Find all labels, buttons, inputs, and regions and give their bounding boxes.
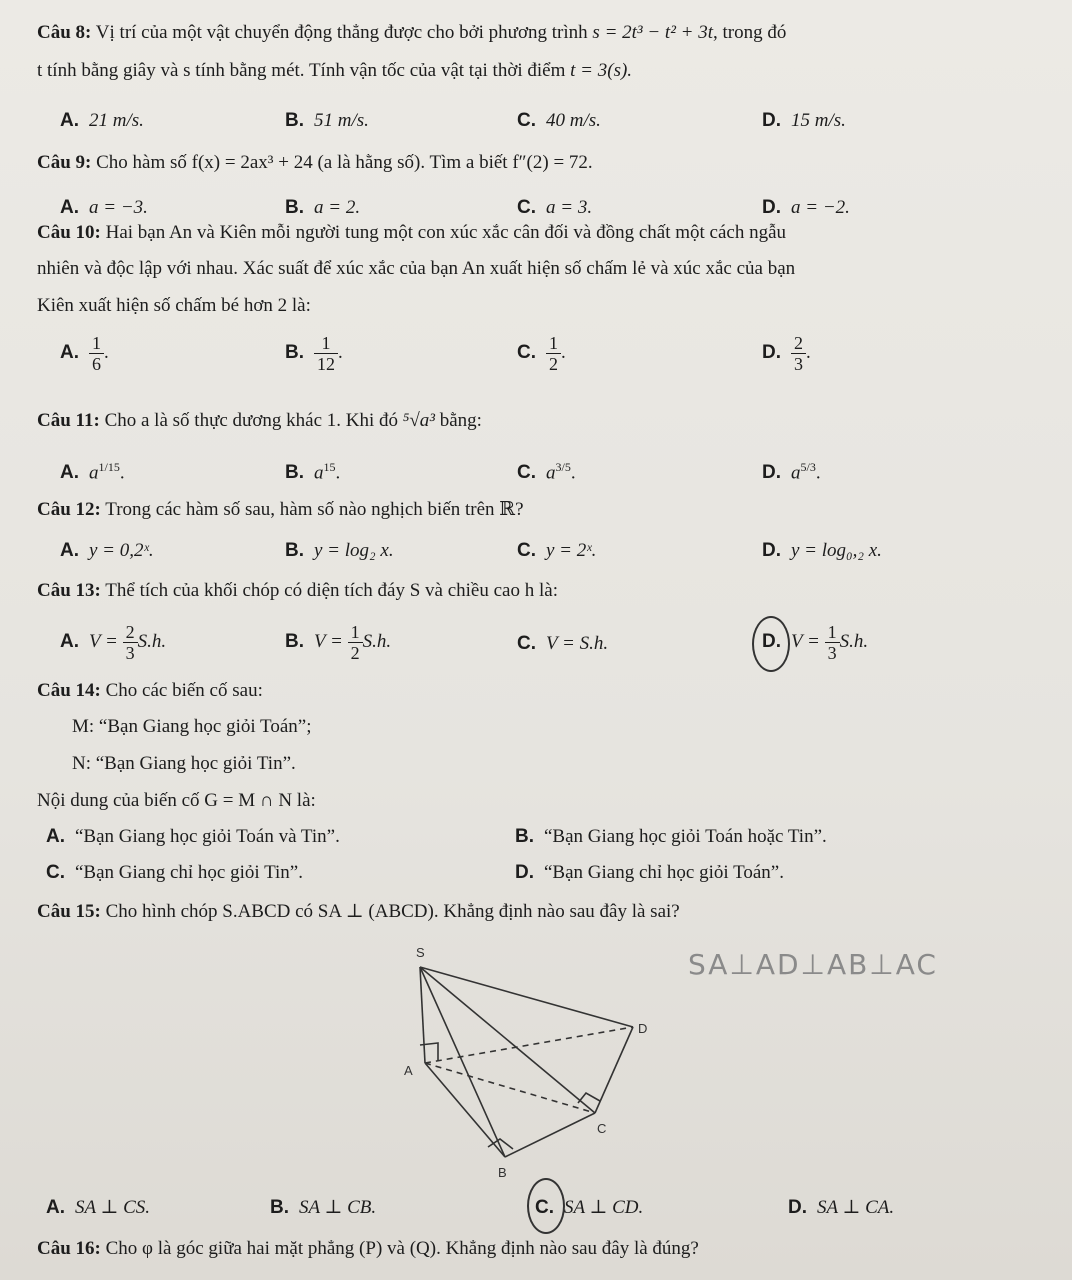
q16-text: Cho φ là góc giữa hai mặt phẳng (P) và (Q). Khẳng định nào sau đây là đúng? — [105, 1238, 699, 1259]
q11-line — [37, 410, 482, 432]
q9-option-c[interactable]: C. a = 3. — [517, 197, 593, 218]
q8-label: Câu 8: — [37, 22, 92, 43]
q11-option-b[interactable]: B. $a^{15}$. — [285, 460, 341, 484]
q12-line — [37, 498, 524, 521]
q14-event-m: M: “Bạn Giang học giỏi Toán”; — [72, 716, 312, 737]
q14-ask: Nội dung của biến cố G = M ∩ N là: — [37, 790, 316, 811]
q9-label: Câu 9: — [37, 152, 92, 173]
q10-text1: Hai bạn An và Kiên mỗi người tung một con xúc xắc cân đối và đồng chất một cách ngẫu — [105, 222, 787, 243]
q12-option-a[interactable]: A. y = 0,2ˣ. — [60, 540, 154, 561]
q14-text: Cho các biến cố sau: — [105, 680, 263, 701]
edge-ac — [425, 1063, 595, 1113]
q10-line3: Kiên xuất hiện số chấm bé hơn 2 là: — [37, 295, 311, 316]
q13-line — [37, 580, 558, 602]
q15-option-a[interactable]: A. SA ⊥ CS. — [46, 1197, 151, 1218]
q15-option-c[interactable]: C. SA ⊥ CD. — [535, 1197, 644, 1218]
q12-text: Trong các hàm số sau, hàm số nào nghịch biến trên ℝ? — [105, 499, 524, 520]
q15-handwritten-note: SA⊥AD⊥AB⊥AC — [688, 948, 938, 981]
q10-line1 — [37, 222, 786, 244]
q15-text: Cho hình chóp S.ABCD có SA ⊥ (ABCD). Khẳng định nào sau đây là sai? — [105, 901, 680, 922]
q8-text3: t tính bằng giây và s tính bằng mét. Tính vận tốc của vật tại thời điểm — [37, 60, 566, 81]
q10-line2: nhiên và độc lập với nhau. Xác suất để xúc xắc của bạn An xuất hiện số chấm lẻ và xúc xắc của bạn — [37, 258, 796, 279]
edge-cd — [595, 1027, 633, 1113]
q15-label: Câu 15: — [37, 901, 101, 922]
q12-option-c[interactable]: C. y = 2ˣ. — [517, 540, 597, 561]
q8-option-a[interactable]: A. 21 m/s. — [60, 110, 144, 131]
q10-option-d[interactable]: D. $\frac{2}{3}$ . — [762, 333, 811, 374]
q14-line — [37, 680, 263, 702]
q14-label: Câu 14: — [37, 680, 101, 701]
right-angle-a — [420, 1043, 438, 1061]
q14-option-b[interactable]: B. “Bạn Giang học giỏi Toán hoặc Tin”. — [515, 826, 827, 847]
q15-option-b[interactable]: B. SA ⊥ CB. — [270, 1197, 377, 1218]
q12-option-b[interactable]: B. y = log₂ x. — [285, 540, 394, 561]
label-a: A — [404, 1063, 413, 1078]
q8-option-c[interactable]: C. 40 m/s. — [517, 110, 601, 131]
q13-option-a[interactable]: A. V = $\frac{2}{3}$ S.h. — [60, 622, 167, 663]
edge-bc — [505, 1113, 595, 1157]
q8-time: t = 3(s). — [570, 60, 633, 81]
edge-sc — [420, 967, 595, 1113]
q11-option-c[interactable]: C. $a^{3/5}$. — [517, 460, 576, 484]
q11-text2: bằng: — [439, 410, 482, 431]
q9-line — [37, 152, 593, 174]
q14-option-c[interactable]: C. “Bạn Giang chỉ học giỏi Tin”. — [46, 862, 303, 883]
q15-option-d[interactable]: D. SA ⊥ CA. — [788, 1197, 895, 1218]
q9-option-d[interactable]: D. a = −2. — [762, 197, 850, 218]
q12-option-d[interactable]: D. y = log₀,₂ x. — [762, 540, 882, 561]
q10-option-b[interactable]: B. $\frac{1}{12}$ . — [285, 333, 343, 374]
q13-label: Câu 13: — [37, 580, 101, 601]
label-b: B — [498, 1165, 507, 1180]
q14-option-d[interactable]: D. “Bạn Giang chỉ học giỏi Toán”. — [515, 862, 784, 883]
q9-option-b[interactable]: B. a = 2. — [285, 197, 361, 218]
q8-option-d[interactable]: D. 15 m/s. — [762, 110, 846, 131]
q11-text1: Cho a là số thực dương khác 1. Khi đó — [104, 410, 399, 431]
edge-sb — [420, 967, 505, 1157]
label-c: C — [597, 1121, 607, 1136]
pyramid-diagram — [380, 935, 680, 1185]
q13-option-b[interactable]: B. V = $\frac{1}{2}$ S.h. — [285, 622, 392, 663]
edge-sa — [420, 967, 425, 1063]
q8-equation: s = 2t³ − t² + 3t — [592, 22, 714, 43]
q15-line — [37, 900, 680, 923]
q12-label: Câu 12: — [37, 499, 101, 520]
answer-circle-q13 — [752, 616, 790, 672]
label-s: S — [416, 945, 425, 960]
q14-option-a[interactable]: A. “Bạn Giang học giỏi Toán và Tin”. — [46, 826, 340, 847]
q13-text: Thể tích của khối chóp có diện tích đáy S và chiều cao h là: — [105, 580, 558, 601]
q13-option-c[interactable]: C. V = S.h. — [517, 633, 609, 654]
answer-circle-q15 — [527, 1178, 565, 1234]
q11-label: Câu 11: — [37, 410, 100, 431]
q8-text2: , trong đó — [713, 22, 787, 43]
q11-option-d[interactable]: D. $a^{5/3}$. — [762, 460, 821, 484]
q8-option-b[interactable]: B. 51 m/s. — [285, 110, 369, 131]
q10-option-c[interactable]: C. $\frac{1}{2}$ . — [517, 333, 566, 374]
label-d: D — [638, 1021, 648, 1036]
q10-option-a[interactable]: A. $\frac{1}{6}$ . — [60, 333, 109, 374]
q16-line — [37, 1238, 699, 1260]
q8-line1 — [37, 22, 786, 44]
q9-text: Cho hàm số f(x) = 2ax³ + 24 (a là hằng số). Tìm a biết f″(2) = 72. — [96, 152, 593, 173]
q8-text1: Vị trí của một vật chuyển động thẳng được cho bởi phương trình — [95, 22, 588, 43]
q11-option-a[interactable]: A. $a^{1/15}$. — [60, 460, 125, 484]
edge-sd — [420, 967, 633, 1027]
q9-option-a[interactable]: A. a = −3. — [60, 197, 148, 218]
q10-label: Câu 10: — [37, 222, 101, 243]
q8-line2 — [37, 60, 632, 82]
q14-event-n: N: “Bạn Giang học giỏi Tin”. — [72, 753, 296, 774]
q11-root: ⁵√a³ — [402, 410, 435, 431]
q16-label: Câu 16: — [37, 1238, 101, 1259]
q13-option-d[interactable]: D. V = $\frac{1}{3}$ S.h. — [762, 622, 869, 663]
